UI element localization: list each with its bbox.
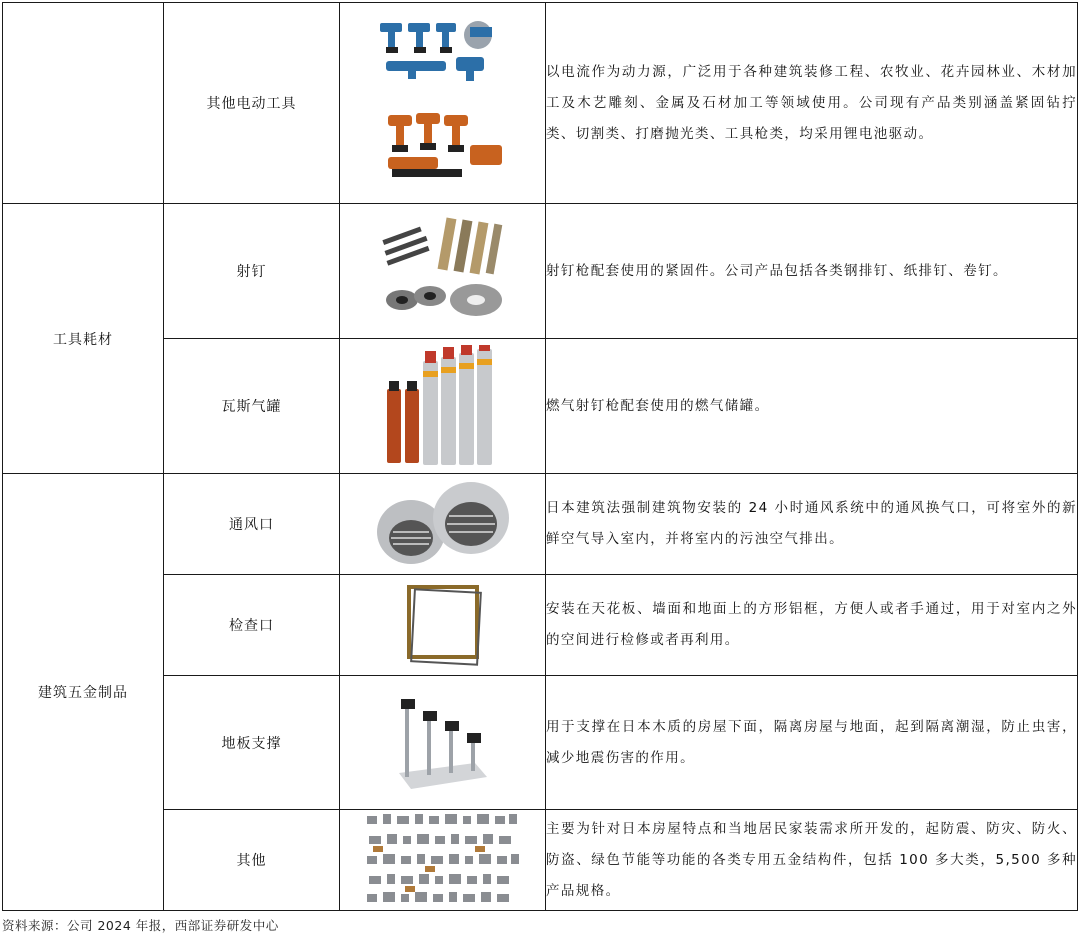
product-description: 安装在天花板、墙面和地面上的方形铝框，方便人或者手通过，用于对室内之外的空间进行检修或者再利用。 bbox=[546, 575, 1078, 676]
table-row bbox=[3, 575, 1078, 676]
product-image bbox=[340, 204, 546, 339]
product-name: 其他电动工具 bbox=[164, 3, 340, 204]
product-image bbox=[340, 575, 546, 676]
product-name: 射钉 bbox=[164, 204, 340, 339]
table-row bbox=[3, 810, 1078, 911]
product-description: 主要为针对日本房屋特点和当地居民家装需求所开发的，起防震、防灾、防火、防盗、绿色节能等功能的各类专用五金结构件，包括 100 多大类，5,500 多种产品规格。 bbox=[546, 810, 1078, 911]
product-image bbox=[340, 3, 546, 204]
product-name: 其他 bbox=[164, 810, 340, 911]
table-row bbox=[3, 204, 1078, 339]
category-cell bbox=[3, 3, 164, 204]
hardware-parts-icon bbox=[365, 812, 521, 908]
category-cell: 建筑五金制品 bbox=[3, 474, 164, 911]
nails-icon bbox=[380, 216, 506, 326]
table-row bbox=[3, 3, 1078, 204]
floor-support-icon bbox=[395, 693, 491, 793]
table-row bbox=[3, 474, 1078, 575]
product-name: 瓦斯气罐 bbox=[164, 339, 340, 474]
product-image bbox=[340, 810, 546, 911]
gas-canister-icon bbox=[383, 345, 503, 467]
power-tools-icon bbox=[378, 17, 508, 189]
product-table bbox=[2, 2, 1078, 911]
product-description: 燃气射钉枪配套使用的燃气储罐。 bbox=[546, 339, 1078, 474]
product-description: 以电流作为动力源，广泛用于各种建筑装修工程、农牧业、花卉园林业、木材加工及木艺雕刻、金属及石材加工等领域使用。公司现有产品类别涵盖紧固钻拧类、切割类、打磨抛光类、工具枪类，均采用锂电池驱动。 bbox=[546, 3, 1078, 204]
access-frame-icon bbox=[403, 583, 483, 667]
product-name: 地板支撑 bbox=[164, 676, 340, 810]
product-description: 射钉枪配套使用的紧固件。公司产品包括各类钢排钉、纸排钉、卷钉。 bbox=[546, 204, 1078, 339]
product-name: 通风口 bbox=[164, 474, 340, 575]
product-image bbox=[340, 339, 546, 474]
product-description: 用于支撑在日本木质的房屋下面，隔离房屋与地面，起到隔离潮湿，防止虫害，减少地震伤害的作用。 bbox=[546, 676, 1078, 810]
table-row bbox=[3, 339, 1078, 474]
product-image bbox=[340, 676, 546, 810]
product-image bbox=[340, 474, 546, 575]
product-name: 检查口 bbox=[164, 575, 340, 676]
category-cell: 工具耗材 bbox=[3, 204, 164, 474]
vent-cap-icon bbox=[375, 478, 511, 570]
source-note: 资料来源：公司 2024 年报，西部证券研发中心 bbox=[2, 918, 279, 933]
product-description: 日本建筑法强制建筑物安装的 24 小时通风系统中的通风换气口，可将室外的新鲜空气导入室内，并将室内的污浊空气排出。 bbox=[546, 474, 1078, 575]
table-row bbox=[3, 676, 1078, 810]
